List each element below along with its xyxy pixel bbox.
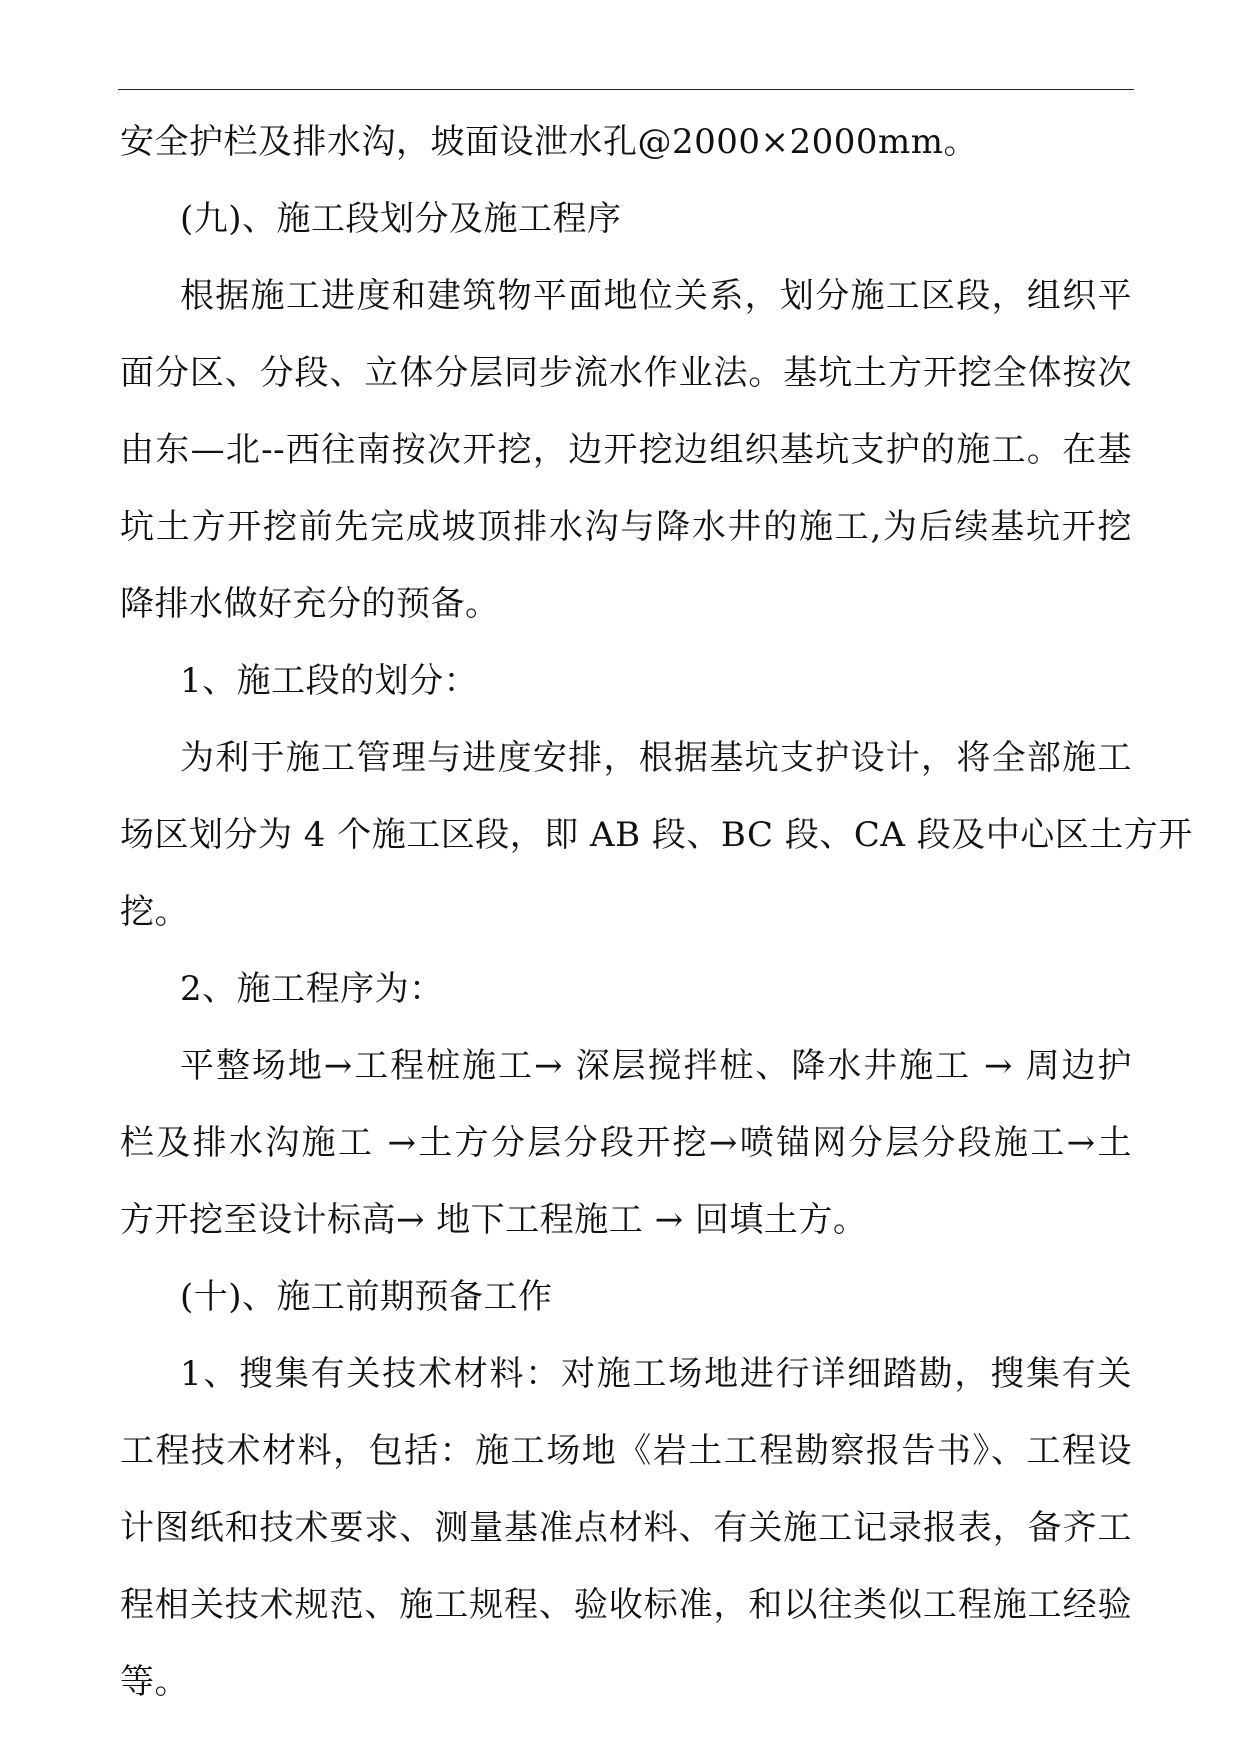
text-line: (十)、施工前期预备工作 [180,1277,553,1317]
text-line: 栏及排水沟施工 →土方分层分段开挖→喷锚网分层分段施工→土 [120,1123,1132,1163]
text-line: 计图纸和技术要求、测量基准点材料、有关施工记录报表，备齐工 [120,1508,1132,1548]
paragraph-7 [120,1028,1132,1259]
text-line: 2、施工程序为： [180,969,444,1009]
text-line: 1、搜集有关技术材料：对施工场地进行详细踏勘，搜集有关 [180,1354,1132,1394]
subheading-2 [120,951,1132,1028]
section-heading-9 [120,181,1132,258]
subheading-1 [120,643,1132,720]
text-line: 1、施工段的划分： [180,661,479,701]
text-line: 安全护栏及排水沟，坡面设泄水孔@2000×2000mm。 [120,122,979,162]
paragraph-9 [120,1336,1132,1721]
text-line: 程相关技术规范、施工规程、验收标准，和以往类似工程施工经验 [120,1585,1132,1625]
paragraph-5 [120,720,1193,951]
document-body [120,104,1193,1721]
text-line: 挖。 [120,892,189,932]
section-heading-10 [120,1259,1132,1336]
text-line: 工程技术材料，包括：施工场地《岩土工程勘察报告书》、工程设 [120,1431,1132,1471]
text-line: 为利于施工管理与进度安排，根据基坑支护设计，将全部施工 [180,738,1132,778]
text-line: 根据施工进度和建筑物平面地位关系，划分施工区段，组织平 [180,276,1132,316]
text-line: 方开挖至设计标高→ 地下工程施工 → 回填土方。 [120,1200,868,1240]
text-line: 场区划分为 4 个施工区段，即 AB 段、BC 段、CA 段及中心区土方开 [120,815,1193,855]
text-line: 降排水做好充分的预备。 [120,584,500,624]
paragraph-3 [120,258,1132,643]
text-line: 平整场地→工程桩施工→ 深层搅拌桩、降水井施工 → 周边护 [180,1046,1132,1086]
text-line: 由东—北--西往南按次开挖，边开挖边组织基坑支护的施工。在基 [120,430,1132,470]
paragraph-1 [120,104,1132,181]
text-line: 坑土方开挖前先完成坡顶排水沟与降水井的施工,为后续基坑开挖 [120,507,1132,547]
header-rule [118,89,1134,90]
text-line: (九)、施工段划分及施工程序 [180,199,622,239]
text-line: 面分区、分段、立体分层同步流水作业法。基坑土方开挖全体按次 [120,353,1132,393]
text-line: 等。 [120,1662,189,1702]
